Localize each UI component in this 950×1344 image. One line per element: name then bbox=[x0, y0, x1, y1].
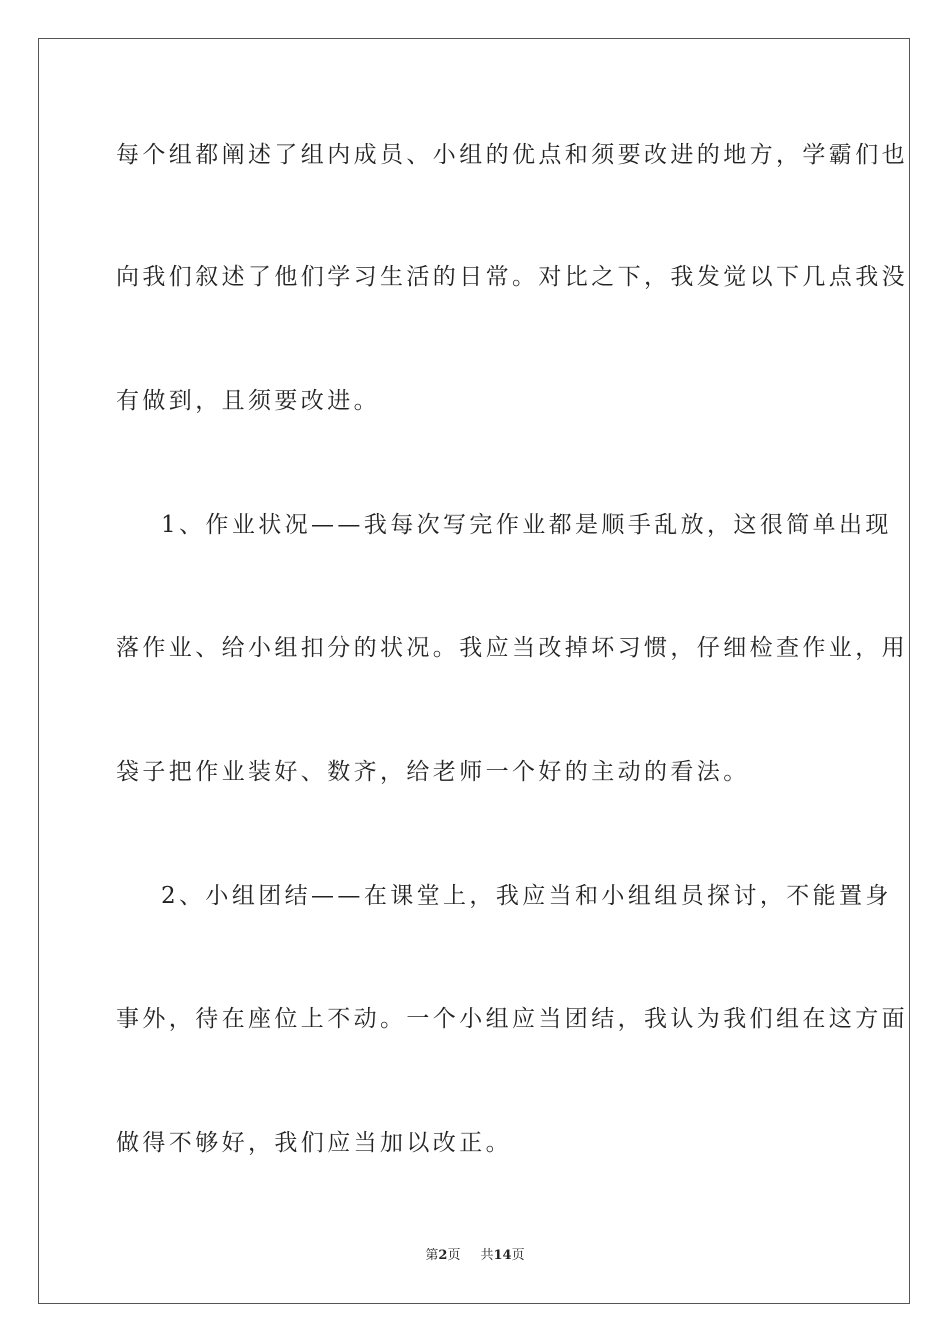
paragraph-line-4: 1、作业状况——我每次写完作业都是顺手乱放，这很简单出现 bbox=[161, 512, 892, 538]
paragraph-line-2: 向我们叙述了他们学习生活的日常。对比之下，我发觉以下几点我没 bbox=[116, 264, 908, 290]
page-frame bbox=[38, 38, 910, 1304]
paragraph-line-3: 有做到，且须要改进。 bbox=[116, 388, 380, 414]
total-prefix: 共 bbox=[480, 1248, 494, 1263]
paragraph-line-8: 事外，待在座位上不动。一个小组应当团结，我认为我们组在这方面 bbox=[116, 1006, 908, 1032]
paragraph-line-9: 做得不够好，我们应当加以改正。 bbox=[116, 1130, 512, 1156]
total-pages: 14 bbox=[493, 1248, 512, 1263]
page-prefix: 第 bbox=[425, 1248, 439, 1263]
paragraph-line-1: 每个组都阐述了组内成员、小组的优点和须要改进的地方，学霸们也 bbox=[116, 142, 908, 168]
total-suffix: 页 bbox=[511, 1248, 525, 1263]
page-footer bbox=[0, 1248, 950, 1264]
paragraph-line-7: 2、小组团结——在课堂上，我应当和小组组员探讨，不能置身 bbox=[161, 883, 892, 909]
paragraph-line-6: 袋子把作业装好、数齐，给老师一个好的主动的看法。 bbox=[116, 759, 750, 785]
page-suffix: 页 bbox=[447, 1248, 461, 1263]
page-number: 2 bbox=[438, 1248, 448, 1263]
paragraph-line-5: 落作业、给小组扣分的状况。我应当改掉坏习惯，仔细检查作业，用 bbox=[116, 635, 908, 661]
